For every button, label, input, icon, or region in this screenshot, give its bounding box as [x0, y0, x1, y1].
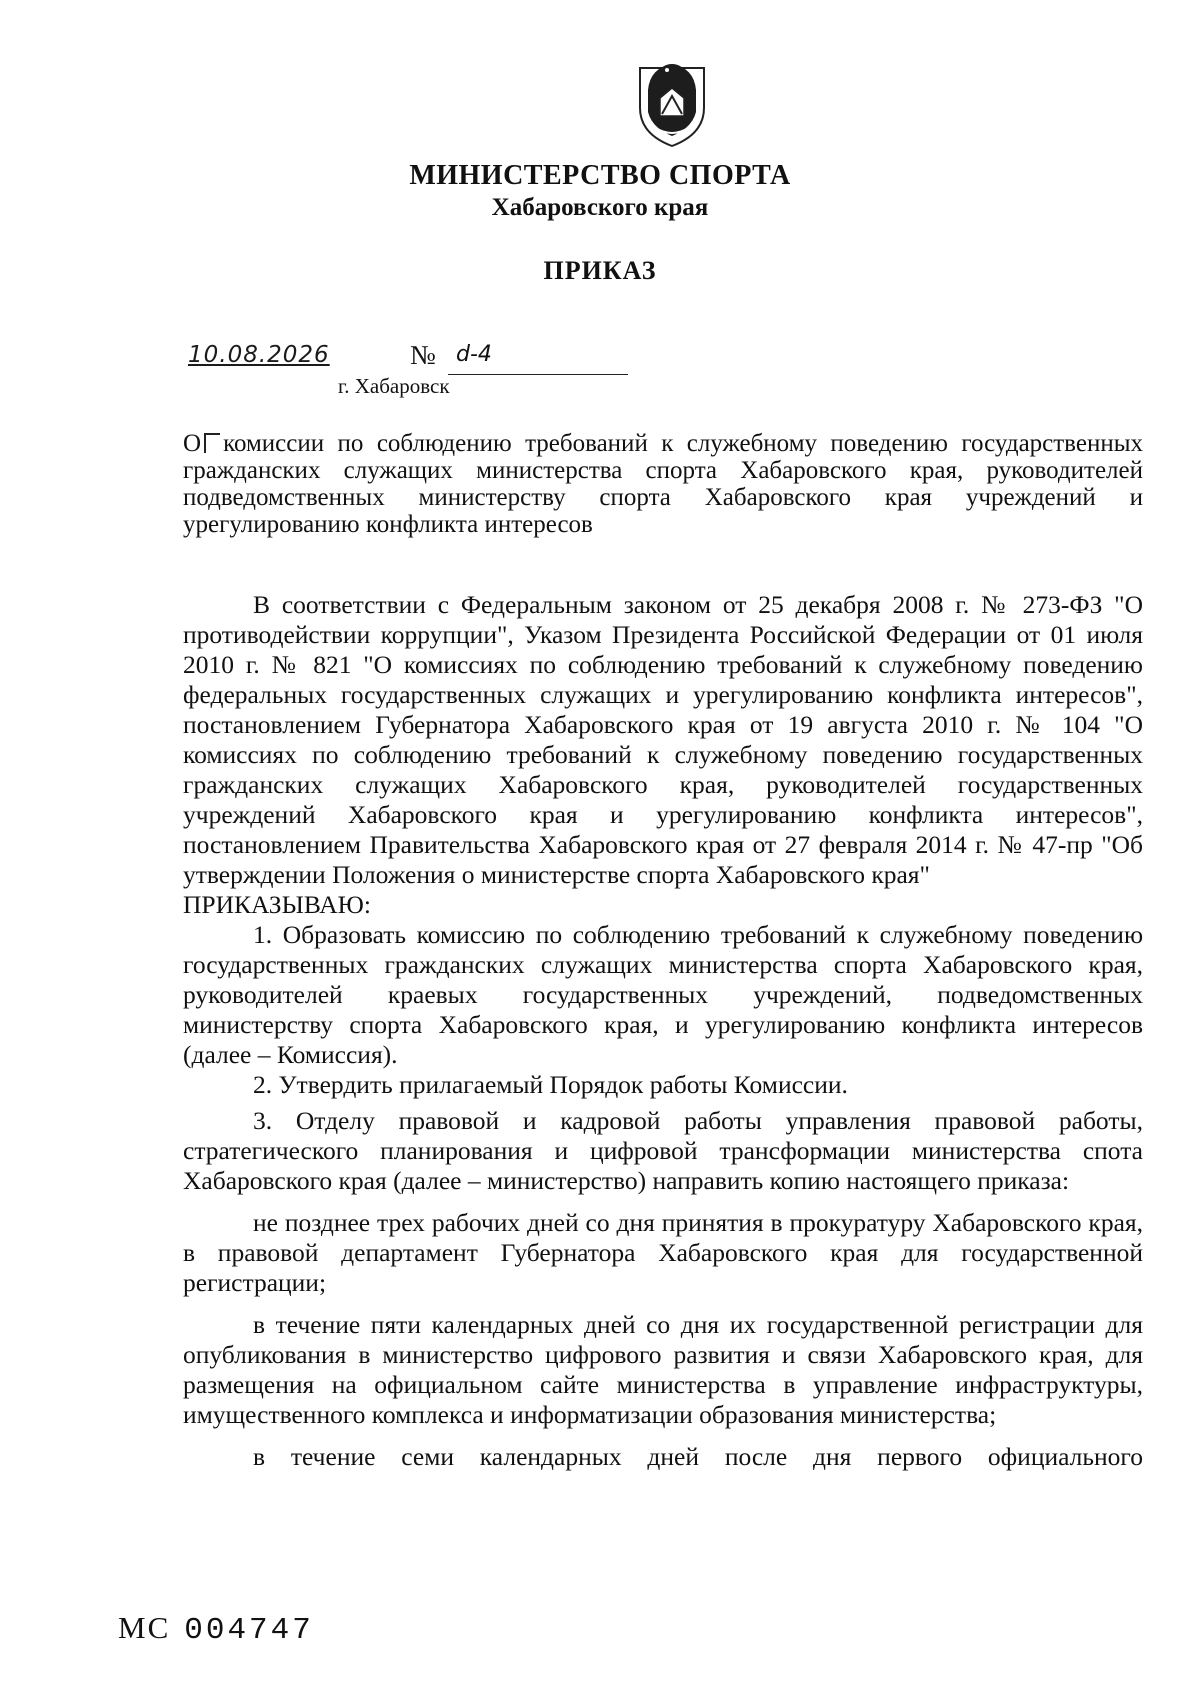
document-body [183, 590, 1143, 1472]
subject-prefix: О [183, 430, 202, 457]
ministry-name: МИНИСТЕРСТВО СПОРТА [409, 160, 791, 191]
order-subitem-2: в течение пяти календарных дней со дня их государственной регистрации для опубликования в министерство цифрового развития и связи Хабаровского края, для размещения на официальном сайте министерства в управление инфраструктуры, имущественного комплекса и информатизации образования министерства; [183, 1310, 1143, 1429]
handwritten-number: d-4 [456, 342, 492, 367]
serial-digits: 004747 [184, 1613, 314, 1648]
document-subject [183, 430, 1143, 538]
order-subitem-3: в течение семи календарных дней после дня первого официального [253, 1442, 1143, 1471]
order-item-2: 2. Утвердить прилагаемый Порядок работы Комиссии. [253, 1070, 848, 1099]
corner-mark-icon [204, 433, 220, 453]
order-word: ПРИКАЗЫВАЮ: [183, 890, 371, 919]
subject-text: комиссии по соблюдению требований к служебному поведению государственных гражданских служащих министерства спорта Хабаровского края, руководителей подведомственных министерству спорта Хабаровского края учреждений и урегулированию конфликта интересов [183, 430, 1143, 538]
order-item-1: 1. Образовать комиссию по соблюдению требований к служебному поведению государственных гражданских служащих министерства спорта Хабаровского края, руководителей краевых государственных учреждений, подведомственных министерству спорта Хабаровского края, и урегулированию конфликта интересов (далее – Комиссия). [183, 920, 1143, 1069]
order-subitem-1: не позднее трех рабочих дней со дня принятия в прокуратуру Хабаровского края, в правовой департамент Губернатора Хабаровского края для государственной регистрации; [183, 1208, 1143, 1297]
region-name: Хабаровского края [491, 194, 709, 221]
preamble-paragraph: В соответствии с Федеральным законом от 25 декабря 2008 г. № 273-ФЗ "О противодействии коррупции", Указом Президента Российской Федерации от 01 июля 2010 г. № 821 "О комиссиях по соблюдению требований к служебному поведению федеральных государственных служащих и урегулированию конфликта интересов", постановлением Губернатора Хабаровского края от 19 августа 2010 г. № 104 "О комиссиях по соблюдению требований к служебному поведению государственных гражданских служащих Хабаровского края, руководителей государственных учреждений Хабаровского края и урегулированию конфликта интересов", постановлением Правительства Хабаровского края от 27 февраля 2014 г. № 47-пр "Об утверждении Положения о министерстве спорта Хабаровского края" [183, 590, 1143, 889]
coat-of-arms-icon [632, 50, 712, 150]
city-label: г. Хабаровск [338, 374, 450, 398]
handwritten-date: 10.08.2026 [188, 342, 330, 368]
number-sign: № [410, 340, 436, 370]
order-item-3: 3. Отделу правовой и кадровой работы управления правовой работы, стратегического планирования и цифровой трансформации министерства спота Хабаровского края (далее – министерство) направить копию настоящего приказа: [183, 1106, 1143, 1195]
number-underline [448, 374, 628, 375]
form-serial-number [118, 1610, 314, 1648]
serial-prefix: МС [118, 1610, 171, 1645]
document-type-title: ПРИКАЗ [543, 256, 657, 285]
